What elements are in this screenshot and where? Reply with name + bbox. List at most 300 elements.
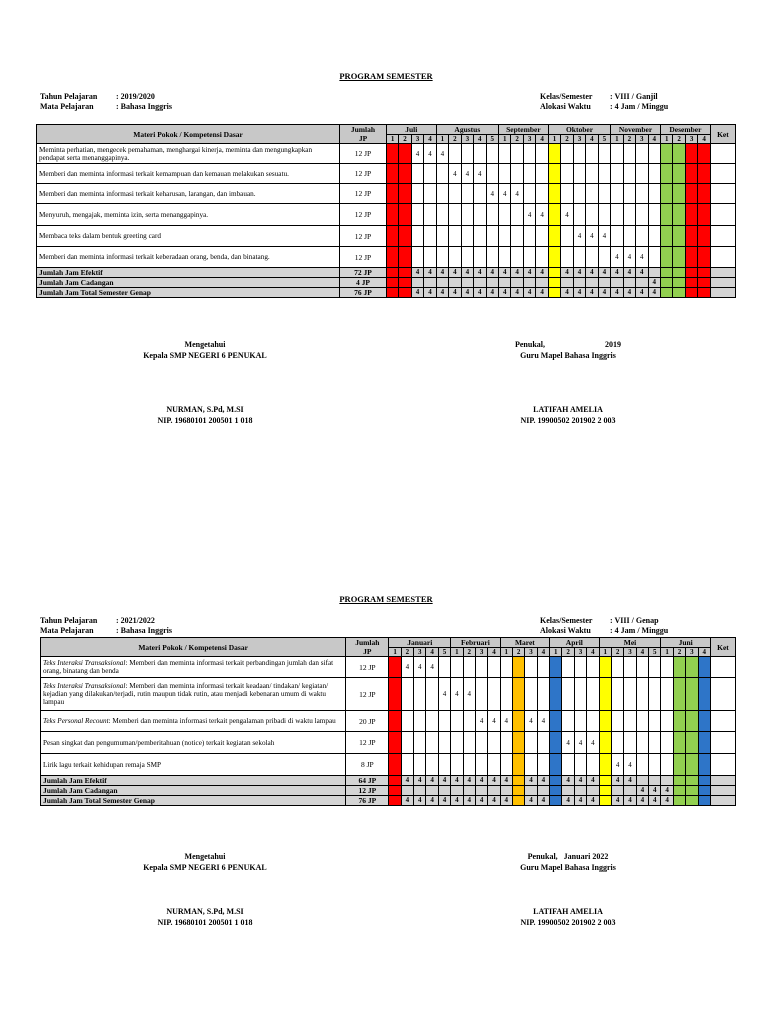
week-cell — [399, 184, 411, 204]
summary-week-cell — [525, 786, 537, 796]
week-number: 2 — [562, 648, 574, 657]
week-number: 4 — [586, 135, 598, 144]
summary-week-cell — [399, 288, 411, 298]
week-cell — [449, 226, 461, 247]
summary-week-cell — [649, 776, 661, 786]
summary-jp: 4 JP — [340, 278, 387, 288]
week-number: 3 — [624, 648, 636, 657]
month-header: September — [499, 125, 549, 135]
summary-jp: 76 JP — [346, 796, 389, 806]
week-number: 4 — [537, 648, 549, 657]
week-cell — [399, 226, 411, 247]
week-cell — [411, 226, 423, 247]
week-cell — [685, 184, 697, 204]
week-number: 4 — [698, 135, 710, 144]
week-cell — [636, 226, 648, 247]
kepala-name: NURMAN, S.Pd, M.SI — [166, 405, 244, 414]
week-cell — [414, 754, 426, 776]
week-cell — [536, 184, 548, 204]
week-cell — [673, 226, 685, 247]
week-cell: 4 — [574, 732, 586, 754]
week-cell — [525, 754, 537, 776]
week-number: 1 — [548, 135, 560, 144]
summary-week-cell: 4 — [636, 796, 648, 806]
week-cell — [536, 144, 548, 164]
summary-week-cell — [698, 776, 710, 786]
ket-cell — [710, 776, 735, 786]
week-cell — [386, 204, 398, 226]
week-cell: 4 — [623, 247, 635, 268]
week-cell — [548, 226, 560, 247]
summary-week-cell — [673, 796, 685, 806]
week-cell — [488, 732, 500, 754]
summary-week-cell: 4 — [426, 796, 438, 806]
week-cell: 4 — [488, 711, 500, 732]
week-cell — [623, 226, 635, 247]
week-cell — [685, 247, 697, 268]
week-cell — [414, 732, 426, 754]
summary-week-cell — [611, 786, 623, 796]
week-number: 3 — [461, 135, 473, 144]
week-number: 2 — [673, 135, 685, 144]
summary-jp: 12 JP — [346, 786, 389, 796]
doc2-info-right — [540, 616, 668, 636]
week-cell — [537, 732, 549, 754]
header-materi: Materi Pokok / Kompetensi Dasar — [37, 125, 340, 144]
week-cell — [436, 247, 448, 268]
kepala-label: Kepala SMP NEGERI 6 PENUKAL — [143, 863, 267, 872]
summary-week-cell — [562, 786, 574, 796]
week-cell: 4 — [499, 184, 511, 204]
summary-week-cell — [660, 268, 672, 278]
week-number: 2 — [673, 648, 685, 657]
week-cell: 4 — [461, 164, 473, 184]
summary-week-cell: 4 — [649, 786, 661, 796]
ket-cell — [710, 226, 735, 247]
summary-week-cell — [623, 278, 635, 288]
kelas-value: : VIII / Ganjil — [610, 92, 658, 101]
week-cell — [424, 204, 436, 226]
summary-week-cell: 4 — [611, 268, 623, 278]
month-header: Mei — [599, 638, 661, 648]
week-number: 4 — [536, 135, 548, 144]
week-cell — [548, 164, 560, 184]
summary-week-cell — [573, 278, 585, 288]
week-cell: 4 — [562, 732, 574, 754]
summary-label: Jumlah Jam Cadangan — [37, 278, 340, 288]
table-row — [37, 226, 736, 247]
week-cell — [411, 247, 423, 268]
summary-week-cell — [499, 278, 511, 288]
materi-cell — [41, 754, 346, 776]
week-cell — [548, 184, 560, 204]
materi-text: Memberi dan meminta informasi terkait kemampuan dan kemauan melakukan sesuatu. — [39, 169, 289, 178]
header-ket: Ket — [710, 125, 735, 144]
materi-text: Membaca teks dalam bentuk greeting card — [39, 232, 161, 240]
week-cell — [426, 678, 438, 711]
week-cell — [698, 754, 710, 776]
week-number: 2 — [623, 135, 635, 144]
ket-cell — [710, 678, 735, 711]
ket-cell — [710, 184, 735, 204]
header-jp: JP — [363, 647, 372, 656]
summary-week-cell: 4 — [449, 288, 461, 298]
week-cell — [611, 657, 623, 678]
week-cell — [636, 657, 648, 678]
summary-jp: 64 JP — [346, 776, 389, 786]
week-cell: 4 — [587, 732, 599, 754]
month-header: Maret — [500, 638, 549, 648]
week-cell — [511, 164, 523, 184]
summary-week-cell — [561, 278, 573, 288]
summary-row — [41, 776, 736, 786]
week-number: 3 — [414, 648, 426, 657]
week-cell — [411, 164, 423, 184]
summary-week-cell: 4 — [511, 268, 523, 278]
summary-week-cell — [389, 776, 401, 786]
summary-week-cell: 4 — [586, 268, 598, 278]
summary-week-cell — [536, 278, 548, 288]
summary-week-cell: 4 — [649, 796, 661, 806]
week-cell — [474, 204, 486, 226]
summary-week-cell: 4 — [587, 776, 599, 786]
week-cell — [624, 657, 636, 678]
week-cell — [561, 144, 573, 164]
summary-week-cell — [500, 786, 512, 796]
summary-week-cell — [488, 786, 500, 796]
summary-week-cell: 4 — [475, 776, 487, 786]
ket-cell — [710, 754, 735, 776]
doc1-sign-right — [498, 339, 638, 426]
guru-name: LATIFAH AMELIA — [533, 907, 603, 916]
summary-week-cell: 4 — [451, 796, 463, 806]
summary-week-cell — [426, 786, 438, 796]
jp-cell: 8 JP — [346, 754, 389, 776]
summary-week-cell: 4 — [587, 796, 599, 806]
week-cell — [399, 247, 411, 268]
week-cell — [511, 226, 523, 247]
materi-text: Menyuruh, mengajak, meminta izin, serta menanggapinya. — [39, 210, 209, 219]
week-cell — [537, 657, 549, 678]
summary-week-cell: 4 — [500, 776, 512, 786]
summary-week-cell — [673, 278, 685, 288]
alokasi-label: Alokasi Waktu — [540, 102, 591, 111]
week-cell — [660, 247, 672, 268]
month-header: November — [611, 125, 661, 135]
jp-cell: 12 JP — [340, 184, 387, 204]
week-number: 3 — [523, 135, 535, 144]
week-cell — [451, 754, 463, 776]
week-number: 5 — [598, 135, 611, 144]
summary-week-cell — [512, 796, 524, 806]
week-cell — [386, 226, 398, 247]
summary-week-cell — [599, 796, 611, 806]
summary-week-cell — [673, 288, 685, 298]
week-cell — [649, 732, 661, 754]
tahun-ttd: 2019 — [605, 340, 621, 349]
ket-cell — [710, 288, 735, 298]
summary-week-cell: 4 — [451, 776, 463, 786]
week-cell — [660, 204, 672, 226]
ket-cell — [710, 796, 735, 806]
week-cell — [512, 678, 524, 711]
week-cell — [562, 711, 574, 732]
week-cell — [486, 204, 499, 226]
week-number: 2 — [561, 135, 573, 144]
week-cell: 4 — [475, 711, 487, 732]
week-cell — [488, 678, 500, 711]
week-cell — [611, 184, 623, 204]
header-jumlah: Jumlah — [355, 638, 380, 647]
summary-week-cell: 4 — [611, 776, 623, 786]
week-cell — [523, 184, 535, 204]
table-row — [41, 732, 736, 754]
week-cell — [486, 144, 499, 164]
week-cell — [449, 204, 461, 226]
week-number: 1 — [436, 135, 448, 144]
week-cell — [636, 678, 648, 711]
materi-cell — [41, 657, 346, 678]
summary-week-cell — [685, 288, 697, 298]
week-cell — [424, 247, 436, 268]
week-cell — [449, 144, 461, 164]
week-cell — [623, 204, 635, 226]
summary-week-cell — [537, 786, 549, 796]
week-cell — [648, 164, 660, 184]
week-cell — [573, 247, 585, 268]
week-cell — [561, 247, 573, 268]
week-cell — [698, 184, 710, 204]
week-cell — [660, 226, 672, 247]
week-cell: 4 — [463, 678, 475, 711]
week-cell: 4 — [486, 184, 499, 204]
jp-cell: 12 JP — [340, 204, 387, 226]
week-cell — [698, 164, 710, 184]
table-row — [37, 204, 736, 226]
week-number: 4 — [636, 648, 648, 657]
week-cell — [488, 754, 500, 776]
week-number: 4 — [474, 135, 486, 144]
summary-week-cell — [673, 776, 685, 786]
week-cell — [499, 247, 511, 268]
summary-week-cell — [451, 786, 463, 796]
week-cell — [598, 144, 611, 164]
summary-week-cell: 4 — [561, 268, 573, 278]
week-cell — [436, 164, 448, 184]
week-cell — [451, 732, 463, 754]
summary-week-cell — [399, 268, 411, 278]
week-number: 4 — [648, 135, 660, 144]
summary-week-cell: 4 — [414, 796, 426, 806]
summary-week-cell — [399, 278, 411, 288]
summary-week-cell: 4 — [500, 796, 512, 806]
week-cell — [573, 184, 585, 204]
table-row — [37, 184, 736, 204]
week-cell — [523, 164, 535, 184]
week-cell — [574, 754, 586, 776]
header-jumlah-jp — [346, 638, 389, 657]
ket-cell — [710, 732, 735, 754]
week-cell: 4 — [611, 247, 623, 268]
week-cell — [463, 754, 475, 776]
week-cell — [598, 164, 611, 184]
summary-week-cell: 4 — [611, 796, 623, 806]
week-cell — [661, 678, 673, 711]
summary-week-cell: 4 — [624, 796, 636, 806]
week-cell — [511, 144, 523, 164]
week-cell: 4 — [424, 144, 436, 164]
table-row — [41, 711, 736, 732]
week-number: 1 — [500, 648, 512, 657]
week-cell — [562, 678, 574, 711]
week-cell — [463, 711, 475, 732]
week-cell — [486, 164, 499, 184]
week-cell — [424, 226, 436, 247]
ket-cell — [710, 657, 735, 678]
summary-week-cell: 4 — [426, 776, 438, 786]
summary-row — [37, 278, 736, 288]
summary-week-cell — [548, 268, 560, 278]
week-cell: 4 — [511, 184, 523, 204]
summary-week-cell: 4 — [463, 776, 475, 786]
kelas-value: : VIII / Genap — [610, 616, 659, 625]
week-cell — [685, 204, 697, 226]
alokasi-value: : 4 Jam / Minggu — [610, 626, 669, 635]
summary-week-cell: 4 — [474, 268, 486, 278]
mapel-value: : Bahasa Inggris — [116, 102, 173, 111]
week-cell — [587, 754, 599, 776]
week-cell — [461, 144, 473, 164]
week-cell — [475, 754, 487, 776]
week-cell — [449, 247, 461, 268]
summary-row — [37, 268, 736, 278]
week-cell — [599, 732, 611, 754]
tahun-ttd: Januari 2022 — [563, 852, 609, 861]
ket-cell — [710, 786, 735, 796]
summary-week-cell: 4 — [436, 288, 448, 298]
summary-week-cell — [624, 786, 636, 796]
week-cell — [523, 226, 535, 247]
materi-cell — [37, 164, 340, 184]
week-number: 4 — [488, 648, 500, 657]
week-cell — [611, 711, 623, 732]
jp-cell: 12 JP — [340, 144, 387, 164]
materi-text: : Memberi dan meminta informasi terkait pengalaman pribadi di waktu lampau — [108, 717, 336, 725]
summary-week-cell — [698, 278, 710, 288]
week-cell — [586, 204, 598, 226]
alokasi-label: Alokasi Waktu — [540, 626, 591, 635]
week-number: 3 — [573, 135, 585, 144]
week-cell — [512, 657, 524, 678]
table-row — [37, 247, 736, 268]
week-cell — [525, 657, 537, 678]
week-cell — [673, 144, 685, 164]
week-cell — [648, 226, 660, 247]
tahun-value: : 2019/2020 — [116, 92, 155, 101]
header-jp: JP — [358, 134, 368, 143]
week-cell — [673, 711, 685, 732]
summary-week-cell: 4 — [486, 268, 499, 278]
week-cell — [685, 164, 697, 184]
week-cell: 4 — [436, 144, 448, 164]
week-number: 2 — [399, 135, 411, 144]
month-header: Juli — [386, 125, 436, 135]
summary-week-cell — [512, 786, 524, 796]
week-cell — [486, 247, 499, 268]
doc2-sign-right — [498, 851, 638, 928]
kelas-label: Kelas/Semester — [540, 92, 593, 101]
week-cell — [475, 732, 487, 754]
week-cell — [474, 247, 486, 268]
summary-week-cell: 4 — [574, 796, 586, 806]
summary-week-cell: 4 — [537, 776, 549, 786]
week-cell — [536, 247, 548, 268]
week-cell — [399, 164, 411, 184]
ket-cell — [710, 268, 735, 278]
week-cell — [698, 678, 710, 711]
week-cell: 4 — [411, 144, 423, 164]
week-cell — [673, 754, 685, 776]
summary-week-cell — [401, 786, 413, 796]
doc1-sign-left — [135, 339, 275, 426]
week-cell — [401, 754, 413, 776]
ket-cell — [710, 278, 735, 288]
summary-week-cell: 4 — [463, 796, 475, 806]
guru-nip: NIP. 19900502 201902 2 003 — [520, 918, 616, 927]
week-cell — [386, 247, 398, 268]
doc2-title: PROGRAM SEMESTER — [339, 594, 433, 604]
summary-week-cell: 4 — [475, 796, 487, 806]
summary-week-cell — [673, 268, 685, 278]
doc1-info-left — [40, 92, 172, 112]
week-cell — [698, 732, 710, 754]
materi-cell — [37, 204, 340, 226]
week-cell — [389, 732, 401, 754]
header-jumlah-jp — [340, 125, 387, 144]
week-cell: 4 — [401, 657, 413, 678]
week-cell — [512, 732, 524, 754]
week-cell — [624, 678, 636, 711]
summary-week-cell: 4 — [636, 786, 648, 796]
week-cell — [511, 247, 523, 268]
week-cell — [500, 732, 512, 754]
week-cell — [561, 164, 573, 184]
week-cell — [536, 226, 548, 247]
header-ket: Ket — [710, 638, 735, 657]
summary-week-cell — [660, 288, 672, 298]
week-number: 3 — [411, 135, 423, 144]
week-cell — [449, 184, 461, 204]
summary-week-cell: 4 — [461, 288, 473, 298]
summary-week-cell — [698, 786, 710, 796]
week-cell: 4 — [624, 754, 636, 776]
week-cell — [611, 144, 623, 164]
header-materi: Materi Pokok / Kompetensi Dasar — [41, 638, 346, 657]
week-cell — [636, 144, 648, 164]
week-number: 3 — [574, 648, 586, 657]
summary-week-cell — [685, 268, 697, 278]
week-cell — [660, 144, 672, 164]
materi-cell — [41, 711, 346, 732]
mengetahui-label: Mengetahui — [184, 340, 226, 349]
week-cell — [511, 204, 523, 226]
week-cell: 4 — [537, 711, 549, 732]
summary-week-cell: 4 — [598, 268, 611, 278]
jp-cell: 12 JP — [346, 732, 389, 754]
week-cell — [523, 144, 535, 164]
week-cell — [499, 164, 511, 184]
summary-week-cell: 4 — [661, 786, 673, 796]
